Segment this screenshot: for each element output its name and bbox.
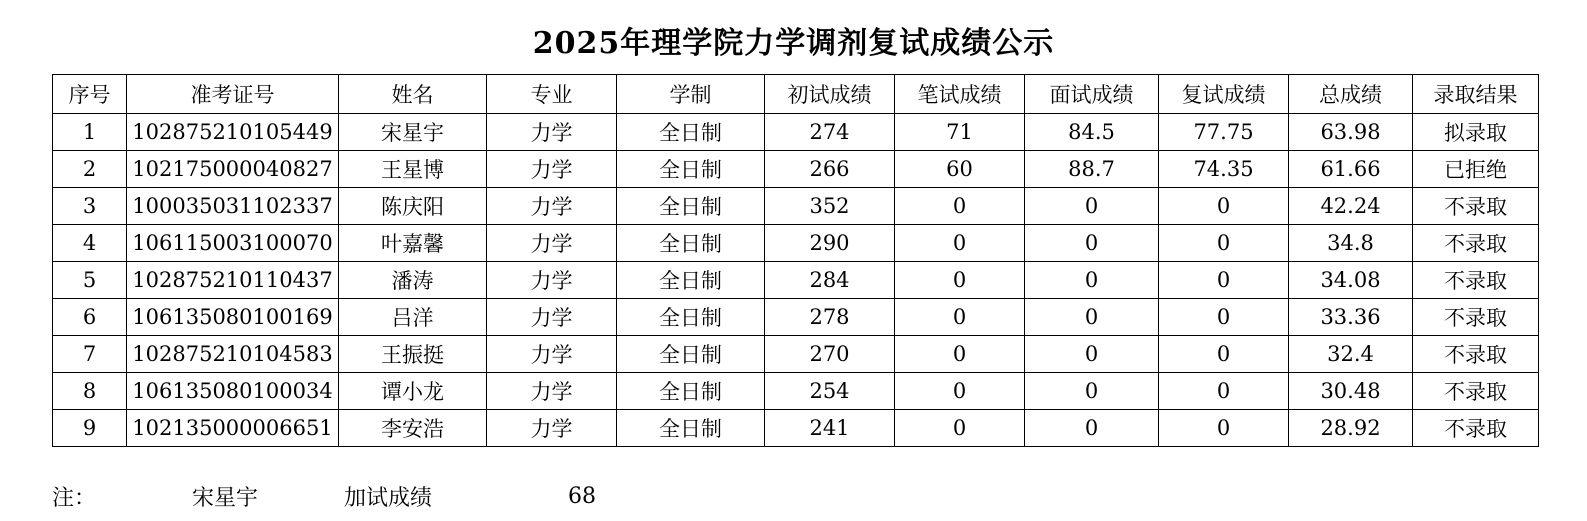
table-row bbox=[53, 188, 1539, 225]
cell-exam-id: 106115003100070 bbox=[127, 225, 339, 262]
cell-study-type: 全日制 bbox=[617, 188, 765, 225]
cell-written-score: 0 bbox=[895, 299, 1025, 336]
cell-interview-score: 88.7 bbox=[1025, 151, 1159, 188]
cell-initial-score: 352 bbox=[765, 188, 895, 225]
cell-index: 3 bbox=[53, 188, 127, 225]
cell-index: 9 bbox=[53, 410, 127, 447]
cell-result: 不录取 bbox=[1413, 410, 1539, 447]
footnote bbox=[0, 481, 1587, 512]
cell-retest-score: 0 bbox=[1159, 225, 1289, 262]
cell-initial-score: 241 bbox=[765, 410, 895, 447]
cell-total-score: 61.66 bbox=[1289, 151, 1413, 188]
cell-exam-id: 102175000040827 bbox=[127, 151, 339, 188]
cell-total-score: 34.08 bbox=[1289, 262, 1413, 299]
cell-result: 不录取 bbox=[1413, 225, 1539, 262]
cell-retest-score: 0 bbox=[1159, 262, 1289, 299]
cell-initial-score: 278 bbox=[765, 299, 895, 336]
cell-major: 力学 bbox=[487, 262, 617, 299]
cell-initial-score: 266 bbox=[765, 151, 895, 188]
cell-initial-score: 274 bbox=[765, 114, 895, 151]
cell-major: 力学 bbox=[487, 410, 617, 447]
cell-result: 不录取 bbox=[1413, 336, 1539, 373]
cell-total-score: 34.8 bbox=[1289, 225, 1413, 262]
cell-written-score: 0 bbox=[895, 188, 1025, 225]
cell-result: 不录取 bbox=[1413, 262, 1539, 299]
cell-interview-score: 0 bbox=[1025, 410, 1159, 447]
cell-interview-score: 0 bbox=[1025, 336, 1159, 373]
column-header-retest-score: 复试成绩 bbox=[1159, 75, 1289, 114]
cell-total-score: 63.98 bbox=[1289, 114, 1413, 151]
cell-written-score: 0 bbox=[895, 225, 1025, 262]
column-header-total-score: 总成绩 bbox=[1289, 75, 1413, 114]
cell-name: 叶嘉馨 bbox=[339, 225, 487, 262]
cell-index: 7 bbox=[53, 336, 127, 373]
cell-result: 不录取 bbox=[1413, 373, 1539, 410]
table-row bbox=[53, 225, 1539, 262]
cell-written-score: 0 bbox=[895, 373, 1025, 410]
cell-interview-score: 0 bbox=[1025, 373, 1159, 410]
cell-written-score: 0 bbox=[895, 410, 1025, 447]
cell-retest-score: 0 bbox=[1159, 299, 1289, 336]
cell-name: 王星博 bbox=[339, 151, 487, 188]
cell-written-score: 0 bbox=[895, 336, 1025, 373]
cell-index: 5 bbox=[53, 262, 127, 299]
column-header-study-type: 学制 bbox=[617, 75, 765, 114]
table-row bbox=[53, 336, 1539, 373]
cell-major: 力学 bbox=[487, 299, 617, 336]
footnote-label: 注： bbox=[52, 486, 97, 511]
cell-retest-score: 0 bbox=[1159, 188, 1289, 225]
cell-written-score: 0 bbox=[895, 262, 1025, 299]
cell-written-score: 60 bbox=[895, 151, 1025, 188]
cell-major: 力学 bbox=[487, 225, 617, 262]
cell-total-score: 30.48 bbox=[1289, 373, 1413, 410]
cell-major: 力学 bbox=[487, 188, 617, 225]
footnote-student-name: 宋星宇 bbox=[192, 486, 259, 511]
cell-name: 谭小龙 bbox=[339, 373, 487, 410]
cell-retest-score: 77.75 bbox=[1159, 114, 1289, 151]
cell-total-score: 42.24 bbox=[1289, 188, 1413, 225]
cell-index: 2 bbox=[53, 151, 127, 188]
cell-exam-id: 102875210105449 bbox=[127, 114, 339, 151]
scores-table bbox=[52, 74, 1539, 447]
cell-name: 王振挺 bbox=[339, 336, 487, 373]
footnote-item-value: 68 bbox=[568, 484, 596, 509]
cell-exam-id: 106135080100169 bbox=[127, 299, 339, 336]
footnote-item-label: 加试成绩 bbox=[344, 486, 433, 511]
cell-index: 6 bbox=[53, 299, 127, 336]
cell-retest-score: 0 bbox=[1159, 373, 1289, 410]
cell-initial-score: 254 bbox=[765, 373, 895, 410]
cell-exam-id: 106135080100034 bbox=[127, 373, 339, 410]
table-row bbox=[53, 262, 1539, 299]
column-header-written-score: 笔试成绩 bbox=[895, 75, 1025, 114]
column-header-initial-score: 初试成绩 bbox=[765, 75, 895, 114]
table-row bbox=[53, 299, 1539, 336]
cell-result: 已拒绝 bbox=[1413, 151, 1539, 188]
cell-study-type: 全日制 bbox=[617, 336, 765, 373]
column-header-interview-score: 面试成绩 bbox=[1025, 75, 1159, 114]
cell-result: 不录取 bbox=[1413, 188, 1539, 225]
cell-study-type: 全日制 bbox=[617, 114, 765, 151]
cell-exam-id: 102875210104583 bbox=[127, 336, 339, 373]
page-title: 2025年理学院力学调剂复试成绩公示 bbox=[532, 26, 1055, 61]
cell-retest-score: 0 bbox=[1159, 336, 1289, 373]
cell-name: 李安浩 bbox=[339, 410, 487, 447]
table-row bbox=[53, 410, 1539, 447]
cell-interview-score: 84.5 bbox=[1025, 114, 1159, 151]
cell-interview-score: 0 bbox=[1025, 188, 1159, 225]
table-row bbox=[53, 151, 1539, 188]
table-row bbox=[53, 373, 1539, 410]
cell-study-type: 全日制 bbox=[617, 225, 765, 262]
cell-study-type: 全日制 bbox=[617, 299, 765, 336]
cell-exam-id: 102875210110437 bbox=[127, 262, 339, 299]
cell-written-score: 71 bbox=[895, 114, 1025, 151]
cell-exam-id: 102135000006651 bbox=[127, 410, 339, 447]
column-header-index: 序号 bbox=[53, 75, 127, 114]
cell-study-type: 全日制 bbox=[617, 373, 765, 410]
cell-index: 8 bbox=[53, 373, 127, 410]
table-row bbox=[53, 114, 1539, 151]
cell-initial-score: 290 bbox=[765, 225, 895, 262]
cell-result: 不录取 bbox=[1413, 299, 1539, 336]
scores-table-container bbox=[0, 74, 1587, 447]
table-header-row bbox=[53, 75, 1539, 114]
cell-study-type: 全日制 bbox=[617, 410, 765, 447]
cell-major: 力学 bbox=[487, 114, 617, 151]
column-header-exam-id: 准考证号 bbox=[127, 75, 339, 114]
cell-major: 力学 bbox=[487, 336, 617, 373]
cell-index: 4 bbox=[53, 225, 127, 262]
table-body bbox=[53, 114, 1539, 447]
cell-name: 宋星宇 bbox=[339, 114, 487, 151]
cell-retest-score: 0 bbox=[1159, 410, 1289, 447]
cell-initial-score: 270 bbox=[765, 336, 895, 373]
cell-result: 拟录取 bbox=[1413, 114, 1539, 151]
cell-initial-score: 284 bbox=[765, 262, 895, 299]
cell-exam-id: 100035031102337 bbox=[127, 188, 339, 225]
cell-study-type: 全日制 bbox=[617, 151, 765, 188]
cell-interview-score: 0 bbox=[1025, 262, 1159, 299]
cell-major: 力学 bbox=[487, 151, 617, 188]
cell-total-score: 32.4 bbox=[1289, 336, 1413, 373]
cell-interview-score: 0 bbox=[1025, 225, 1159, 262]
column-header-name: 姓名 bbox=[339, 75, 487, 114]
cell-major: 力学 bbox=[487, 373, 617, 410]
cell-index: 1 bbox=[53, 114, 127, 151]
cell-name: 潘涛 bbox=[339, 262, 487, 299]
column-header-major: 专业 bbox=[487, 75, 617, 114]
cell-total-score: 28.92 bbox=[1289, 410, 1413, 447]
column-header-result: 录取结果 bbox=[1413, 75, 1539, 114]
cell-name: 陈庆阳 bbox=[339, 188, 487, 225]
cell-interview-score: 0 bbox=[1025, 299, 1159, 336]
cell-name: 吕洋 bbox=[339, 299, 487, 336]
cell-total-score: 33.36 bbox=[1289, 299, 1413, 336]
cell-study-type: 全日制 bbox=[617, 262, 765, 299]
cell-retest-score: 74.35 bbox=[1159, 151, 1289, 188]
